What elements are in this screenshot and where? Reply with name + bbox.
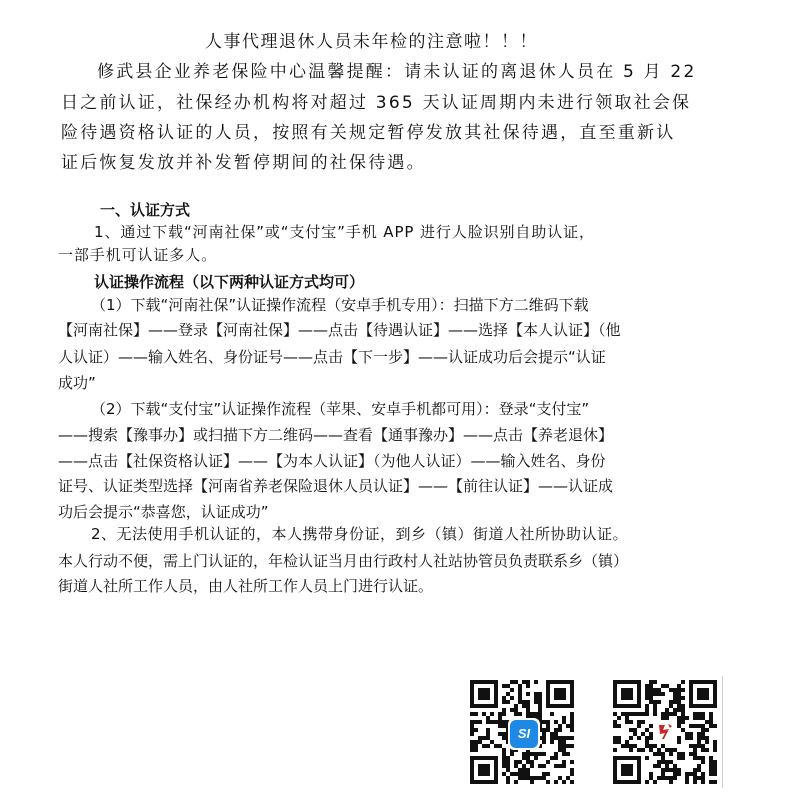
yushiban-qr-code [613,680,717,784]
method2-line-1: 2、无法使用手机认证的，本人携带身份证，到乡（镇）街道人社所协助认证。 [91,525,629,543]
method1-line-2: 一部手机可认证多人。 [58,246,218,264]
flow2-line-1: （2）下载“支付宝”认证操作流程（苹果、安卓手机都可用）：登录“支付宝” [91,400,590,418]
flow-heading: 认证操作流程（以下两种认证方式均可） [94,273,365,291]
flow1-line-3: 人认证）——输入姓名、身份证号——点击【下一步】——认证成功后会提示“认证 [58,348,606,366]
method1-line-1: 1、通过下载“河南社保”或“支付宝”手机 APP 进行人脸识别自助认证， [94,223,595,241]
method2-line-3: 街道人社所工作人员，由人社所工作人员上门进行认证。 [58,577,434,595]
intro-line-2: 日之前认证，社保经办机构将对超过 365 天认证周期内未进行领取社会保 [61,93,692,113]
flow2-line-3: ——点击【社保资格认证】——【为本人认证】（为他人认证）——输入姓名、身份 [58,452,606,470]
flow1-line-2: 【河南社保】——登录【河南社保】——点击【待遇认证】——选择【本人认证】（他 [58,321,621,339]
henan-shebao-logo-icon [508,718,540,750]
flow2-line-5: 功后会提示“恭喜您，认证成功” [58,503,269,521]
intro-line-4: 证后恢复发放并补发暂停期间的社保待遇。 [61,153,426,173]
flow1-line-4: 成功” [58,374,96,392]
flow2-line-2: ——搜索【豫事办】或扫描下方二维码——查看【通事豫办】——点击【养老退休】 [58,426,614,444]
method2-line-2: 本人行动不便，需上门认证的，年检认证当月由行政村人社站协管员负责联系乡（镇） [58,552,629,570]
qr-divider [722,676,723,788]
henan-shebao-logo-text: SI [510,720,538,748]
notice-title: 人事代理退休人员未年检的注意啦！！！ [205,32,538,52]
henan-shebao-qr-code [470,680,574,784]
yushiban-logo-icon [653,720,677,744]
flow1-line-1: （1）下载“河南社保”认证操作流程（安卓手机专用）：扫描下方二维码下载 [91,296,589,314]
flow2-line-4: 证号、认证类型选择【河南省养老保险退休人员认证】——【前往认证】——认证成 [58,477,614,495]
intro-line-3: 险待遇资格认证的人员，按照有关规定暂停发放其社保待遇，直至重新认 [61,123,676,143]
section1-heading: 一、认证方式 [100,201,191,219]
intro-line-1: 修武县企业养老保险中心温馨提醒：请未认证的离退休人员在 5 月 22 [97,62,697,82]
